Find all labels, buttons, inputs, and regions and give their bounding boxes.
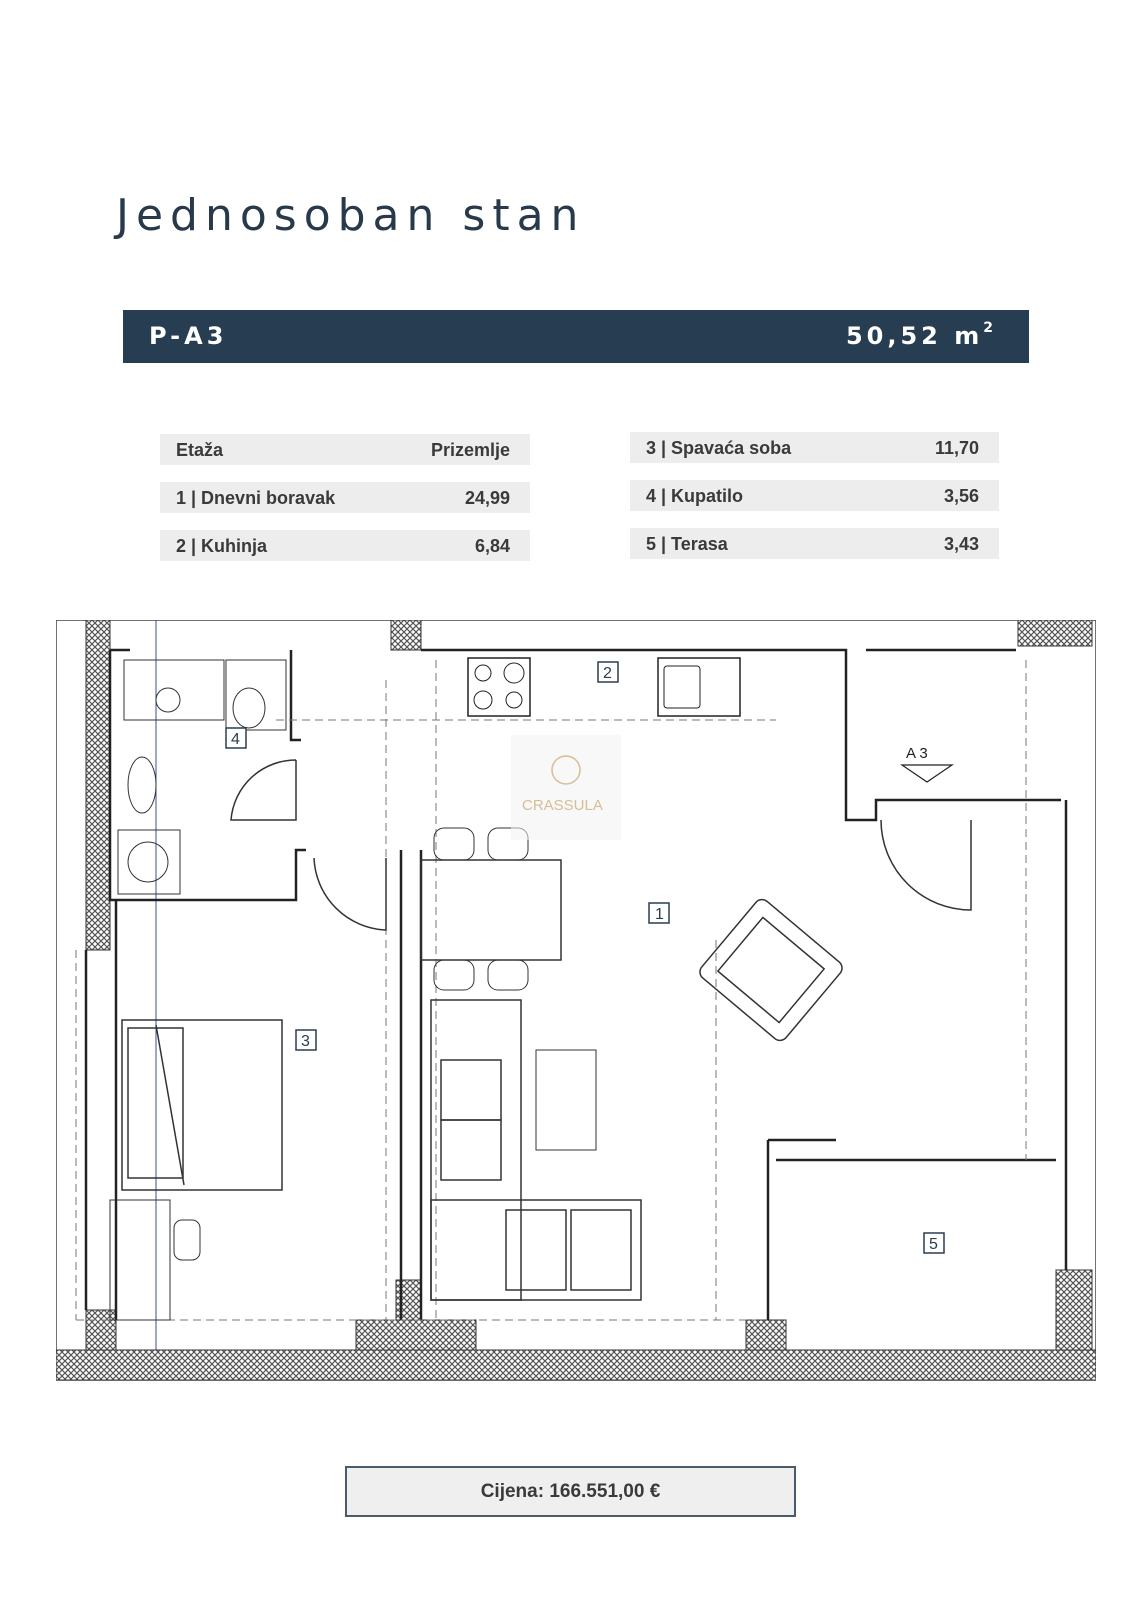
room-marker-3: 3 bbox=[301, 1033, 310, 1050]
watermark bbox=[511, 735, 621, 840]
page-title: Jednosoban stan bbox=[116, 190, 586, 241]
coffee-table bbox=[536, 1050, 596, 1150]
spec-label: Etaža bbox=[176, 440, 224, 460]
room-marker-1: 1 bbox=[655, 906, 664, 923]
spec-row bbox=[630, 432, 999, 463]
spec-value: 6,84 bbox=[474, 536, 510, 556]
entry-arrow-icon bbox=[902, 765, 952, 782]
floor-plan bbox=[56, 620, 1096, 1390]
spec-value: 24,99 bbox=[464, 488, 510, 508]
spec-value: Prizemlje bbox=[430, 440, 510, 460]
washbasin bbox=[128, 757, 156, 813]
spec-label: 3 | Spavaća soba bbox=[646, 438, 792, 458]
spec-label: 5 | Terasa bbox=[646, 534, 728, 554]
price-box: Cijena: 166.551,00 € bbox=[345, 1466, 796, 1517]
spec-row bbox=[160, 482, 530, 513]
armchair bbox=[697, 896, 846, 1043]
unit-area-value: 50,52 m bbox=[845, 322, 984, 350]
room-marker-2: 2 bbox=[603, 665, 612, 682]
spec-value: 3,43 bbox=[943, 534, 979, 554]
spec-row bbox=[160, 434, 530, 465]
unit-marker: A 3 bbox=[906, 745, 928, 762]
spec-row bbox=[160, 530, 530, 561]
unit-area-sup: 2 bbox=[983, 320, 993, 336]
spec-value: 3,56 bbox=[943, 486, 979, 506]
washing-machine bbox=[118, 830, 180, 894]
room-marker-4: 4 bbox=[231, 731, 240, 748]
spec-value: 11,70 bbox=[934, 438, 979, 458]
spec-row bbox=[630, 480, 999, 511]
unit-banner bbox=[123, 310, 1029, 363]
spec-label: 4 | Kupatilo bbox=[646, 486, 744, 506]
spec-row bbox=[630, 528, 999, 559]
bed bbox=[122, 1020, 282, 1190]
watermark-text: CRASSULA bbox=[522, 797, 603, 814]
spec-label: 1 | Dnevni boravak bbox=[176, 488, 336, 508]
desk bbox=[110, 1200, 170, 1320]
wall-hatch bbox=[56, 620, 1096, 1380]
unit-code: P-A3 bbox=[149, 322, 228, 350]
spec-label: 2 | Kuhinja bbox=[176, 536, 268, 556]
room-marker-5: 5 bbox=[929, 1236, 938, 1253]
unit-area bbox=[846, 322, 993, 350]
dining-table bbox=[421, 860, 561, 960]
